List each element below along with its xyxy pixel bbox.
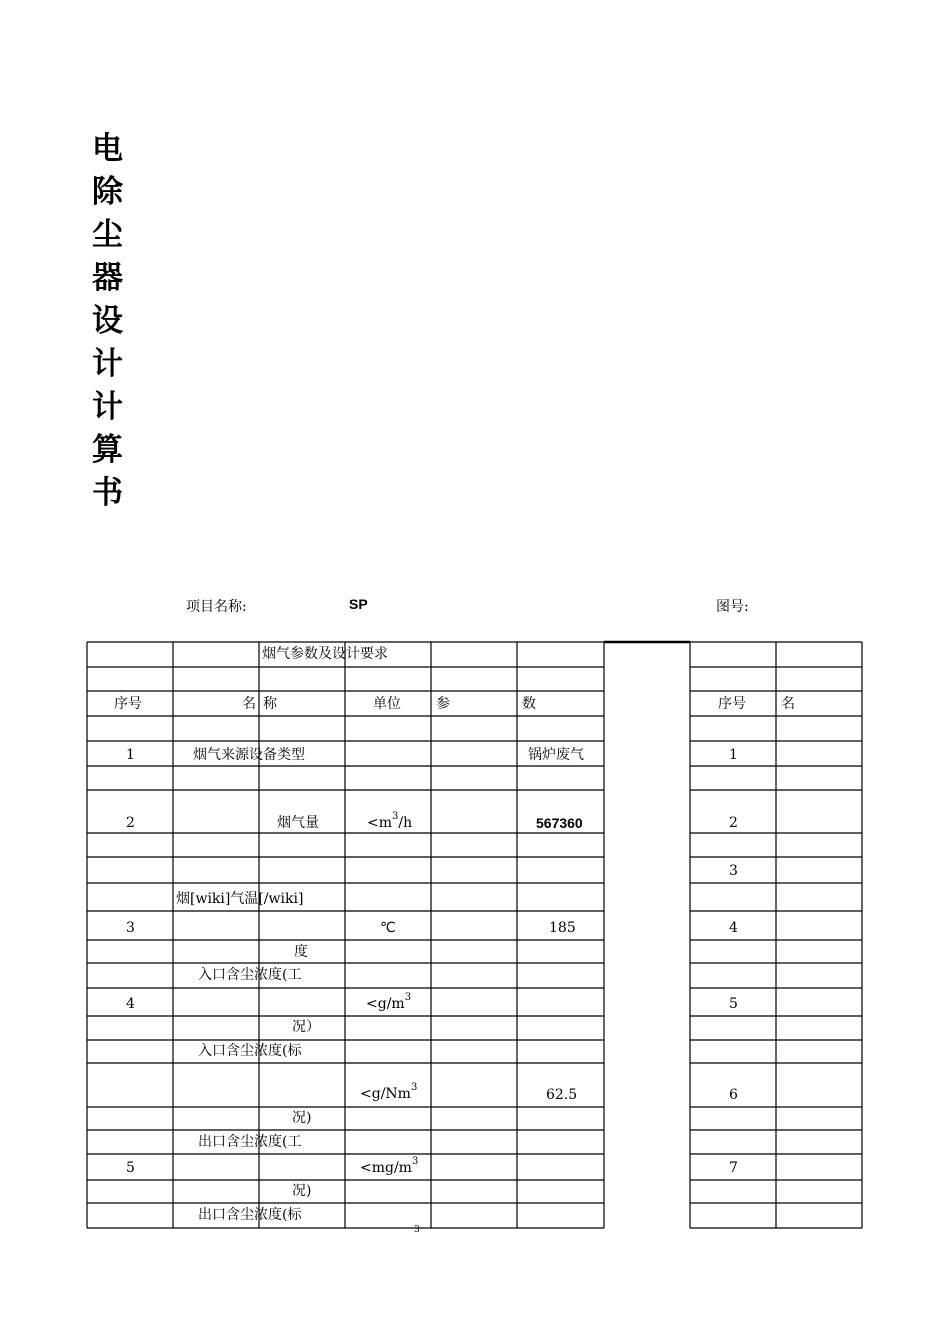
title-char: 算 bbox=[92, 432, 123, 468]
row-unit: $<mg/m^3$ bbox=[360, 1156, 419, 1176]
row-number: 5 bbox=[126, 1160, 135, 1176]
row-unit-superscript: 3 bbox=[414, 1225, 420, 1235]
column-header-name-a: 名 bbox=[242, 696, 256, 712]
row-name: 烟[wiki]气温[/wiki] bbox=[176, 891, 304, 907]
title-char: 书 bbox=[92, 475, 123, 511]
right-row-number: 6 bbox=[729, 1087, 738, 1103]
row-name: 出口含尘浓度(工 bbox=[198, 1134, 302, 1150]
column-header-name-b: 称 bbox=[263, 696, 277, 712]
row-number: 2 bbox=[126, 815, 135, 831]
row-value: 锅炉废气 bbox=[528, 747, 584, 763]
right-row-number: 5 bbox=[729, 996, 738, 1012]
column-header-index: 序号 bbox=[114, 696, 142, 712]
project-name-value: SP bbox=[349, 596, 368, 612]
title-char: 计 bbox=[92, 389, 123, 425]
project-name-label: 项目名称: bbox=[186, 599, 247, 615]
row-name: 入口含尘浓度(标 bbox=[198, 1043, 302, 1059]
right-column-header-name: 名 bbox=[781, 696, 795, 712]
row-unit: ℃ bbox=[380, 920, 396, 936]
right-row-number: 7 bbox=[729, 1160, 738, 1176]
row-number: 3 bbox=[126, 920, 135, 936]
title-char: 尘 bbox=[92, 217, 123, 253]
row-name-continued: 况) bbox=[292, 1183, 312, 1199]
row-value: 567360 bbox=[536, 815, 583, 831]
title-char: 设 bbox=[92, 303, 123, 339]
right-row-number: 3 bbox=[729, 863, 738, 879]
row-number: 4 bbox=[126, 996, 135, 1012]
row-name-continued: 度 bbox=[294, 944, 308, 960]
right-row-number: 1 bbox=[729, 747, 738, 763]
title-char: 计 bbox=[92, 346, 123, 382]
right-column-header-index: 序号 bbox=[718, 696, 746, 712]
row-unit: $<g/m^3$ bbox=[366, 992, 412, 1012]
row-unit: $<g/Nm^3$ bbox=[360, 1082, 418, 1102]
row-name: 出口含尘浓度(标 bbox=[198, 1207, 302, 1223]
row-name-continued: 况） bbox=[292, 1019, 320, 1035]
title-char: 电 bbox=[92, 131, 123, 167]
section-title: 烟气参数及设计要求 bbox=[262, 646, 388, 662]
drawing-number-label: 图号: bbox=[716, 599, 749, 615]
row-value: 62.5 bbox=[546, 1087, 578, 1103]
row-name-continued: 况) bbox=[292, 1110, 312, 1126]
row-name: 烟气量 bbox=[277, 815, 319, 831]
row-name: 入口含尘浓度(工 bbox=[198, 967, 302, 983]
title-char: 除 bbox=[92, 174, 123, 210]
column-header-param-b: 数 bbox=[522, 696, 536, 712]
right-row-number: 2 bbox=[729, 815, 738, 831]
title-char: 器 bbox=[92, 260, 123, 296]
right-row-number: 4 bbox=[729, 920, 738, 936]
row-number: 1 bbox=[126, 747, 135, 763]
column-header-param-a: 参 bbox=[436, 696, 450, 712]
row-name: 烟气来源设备类型 bbox=[193, 747, 305, 763]
row-value: 185 bbox=[549, 920, 576, 936]
column-header-unit: 单位 bbox=[373, 696, 401, 712]
row-unit: $<m^3/h$ bbox=[367, 811, 413, 831]
